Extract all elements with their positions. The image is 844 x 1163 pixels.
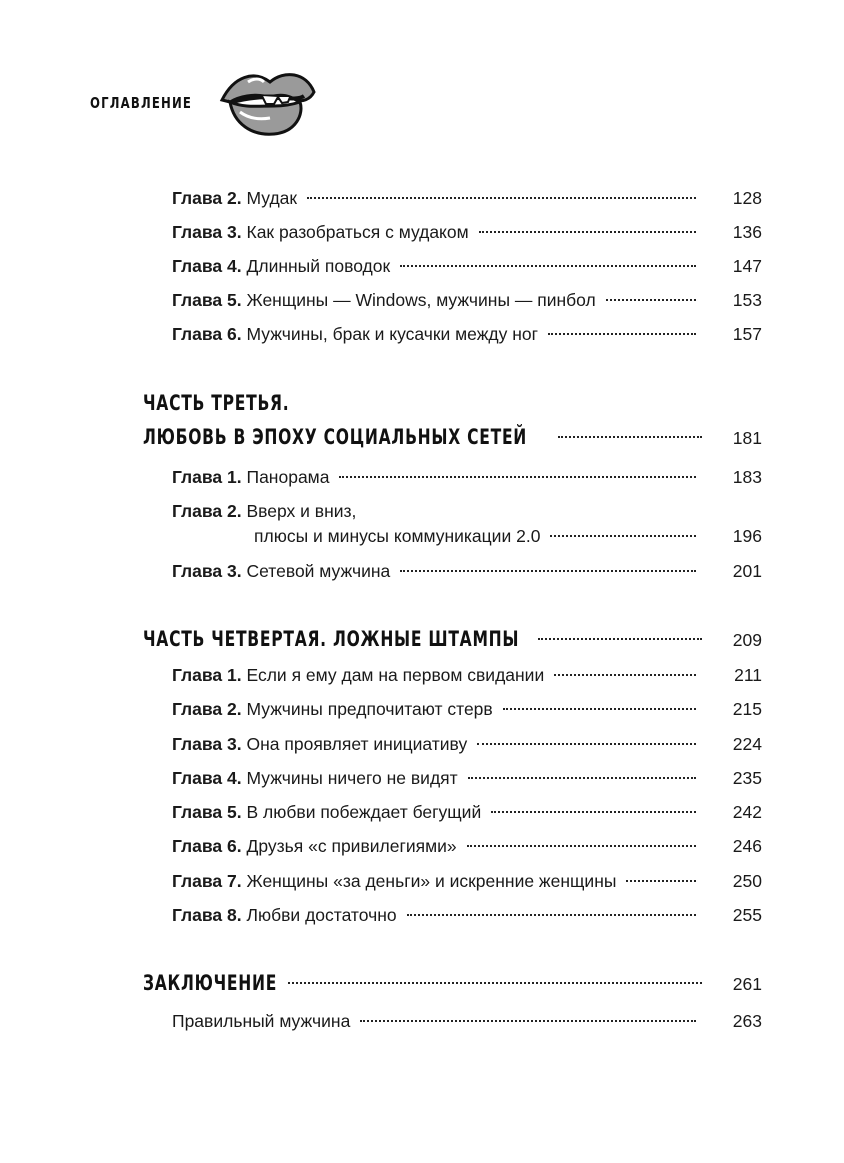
page-number: 181 (732, 428, 762, 448)
dot-leader (307, 197, 696, 199)
chapter-label: Глава 2. (172, 501, 242, 521)
chapter-title: Она проявляет инициативу (246, 734, 468, 754)
page-number: 261 (732, 974, 762, 994)
chapter-title: Сетевой мужчина (246, 561, 391, 581)
part-title-line1: ЧАСТЬ ТРЕТЬЯ. (143, 391, 290, 415)
page-number: 250 (732, 871, 762, 891)
toc-entry[interactable] (172, 524, 762, 548)
page-number: 215 (732, 699, 762, 719)
toc-entry[interactable] (172, 559, 762, 583)
chapter-title: Правильный мужчина (172, 1011, 351, 1031)
chapter-label: Глава 5. (172, 802, 242, 822)
chapter-title: Длинный поводок (246, 256, 391, 276)
page-number: 246 (732, 836, 762, 856)
page-number: 224 (732, 734, 762, 754)
chapter-title: Любви достаточно (246, 905, 397, 925)
dot-leader (400, 265, 696, 267)
dot-leader (400, 570, 696, 572)
toc-entry[interactable] (172, 869, 762, 893)
chapter-title: Мужчины, брак и кусачки между ног (246, 324, 539, 344)
toc-entry[interactable] (172, 663, 762, 687)
toc-entry[interactable] (172, 220, 762, 244)
toc-entry[interactable] (172, 186, 762, 210)
dot-leader (554, 674, 696, 676)
toc-entry[interactable] (172, 254, 762, 278)
part-title-line2: ЛЮБОВЬ В ЭПОХУ СОЦИАЛЬНЫХ СЕТЕЙ (143, 425, 528, 449)
part-heading[interactable] (143, 627, 762, 657)
part-heading[interactable] (143, 425, 762, 455)
toc-entry[interactable] (172, 800, 762, 824)
part-title: ЧАСТЬ ЧЕТВЕРТАЯ. ЛОЖНЫЕ ШТАМПЫ (143, 627, 520, 651)
chapter-title: Мудак (246, 188, 298, 208)
chapter-label: Глава 3. (172, 734, 242, 754)
dot-leader (626, 880, 696, 882)
toc-entry[interactable] (172, 903, 762, 927)
chapter-title: Мужчины ничего не видят (246, 768, 458, 788)
chapter-title: Вверх и вниз, (246, 501, 357, 521)
toc-entry[interactable] (172, 697, 762, 721)
page-number: 196 (732, 526, 762, 546)
page-number: 147 (732, 256, 762, 276)
toc-entry-line1[interactable] (172, 499, 356, 523)
chapter-title: Панорама (246, 467, 330, 487)
dot-leader (548, 333, 696, 335)
page-number: 242 (732, 802, 762, 822)
dot-leader (407, 914, 696, 916)
chapter-label: Глава 4. (172, 768, 242, 788)
chapter-label: Глава 4. (172, 256, 242, 276)
chapter-label: Глава 8. (172, 905, 242, 925)
chapter-title: Женщины «за деньги» и искренние женщины (246, 871, 617, 891)
dot-leader (467, 845, 696, 847)
dot-leader (479, 231, 696, 233)
dot-leader (491, 811, 696, 813)
toc-entry[interactable] (172, 1009, 762, 1033)
dot-leader (538, 638, 702, 640)
dot-leader (360, 1020, 696, 1022)
dot-leader (288, 982, 702, 984)
page-number: 128 (732, 188, 762, 208)
page-number: 201 (732, 561, 762, 581)
chapter-label: Глава 1. (172, 665, 242, 685)
dot-leader (477, 743, 696, 745)
part-heading[interactable] (143, 971, 762, 1001)
lips-biting-icon (218, 66, 318, 138)
chapter-title: Друзья «с привилегиями» (246, 836, 457, 856)
toc-entry[interactable] (172, 766, 762, 790)
page-number: 211 (734, 665, 762, 685)
dot-leader (606, 299, 696, 301)
chapter-title: Мужчины предпочитают стерв (246, 699, 493, 719)
chapter-label: Глава 5. (172, 290, 242, 310)
toc-entry[interactable] (172, 322, 762, 346)
dot-leader (468, 777, 696, 779)
dot-leader (503, 708, 696, 710)
chapter-title-continued: плюсы и минусы коммуникации 2.0 (254, 526, 541, 546)
chapter-label: Глава 6. (172, 836, 242, 856)
chapter-title: В любви побеждает бегущий (246, 802, 482, 822)
page-number: 136 (732, 222, 762, 242)
toc-entry[interactable] (172, 465, 762, 489)
dot-leader (550, 535, 696, 537)
dot-leader (558, 436, 702, 438)
running-head: ОГЛАВЛЕНИЕ (90, 94, 193, 112)
toc-entry[interactable] (172, 732, 762, 756)
chapter-label: Глава 1. (172, 467, 242, 487)
toc-entry[interactable] (172, 288, 762, 312)
chapter-label: Глава 3. (172, 222, 242, 242)
chapter-title: Как разобраться с мудаком (246, 222, 469, 242)
chapter-label: Глава 7. (172, 871, 242, 891)
page-number: 263 (732, 1011, 762, 1031)
page-number: 157 (732, 324, 762, 344)
chapter-label: Глава 3. (172, 561, 242, 581)
part-title: ЗАКЛЮЧЕНИЕ (143, 971, 278, 995)
page-number: 209 (732, 630, 762, 650)
page-number: 183 (732, 467, 762, 487)
chapter-title: Если я ему дам на первом свидании (246, 665, 545, 685)
page-number: 153 (732, 290, 762, 310)
chapter-label: Глава 2. (172, 699, 242, 719)
chapter-label: Глава 6. (172, 324, 242, 344)
page-number: 235 (732, 768, 762, 788)
chapter-title: Женщины — Windows, мужчины — пинбол (246, 290, 596, 310)
toc-entry[interactable] (172, 834, 762, 858)
dot-leader (339, 476, 696, 478)
page-number: 255 (732, 905, 762, 925)
chapter-label: Глава 2. (172, 188, 242, 208)
